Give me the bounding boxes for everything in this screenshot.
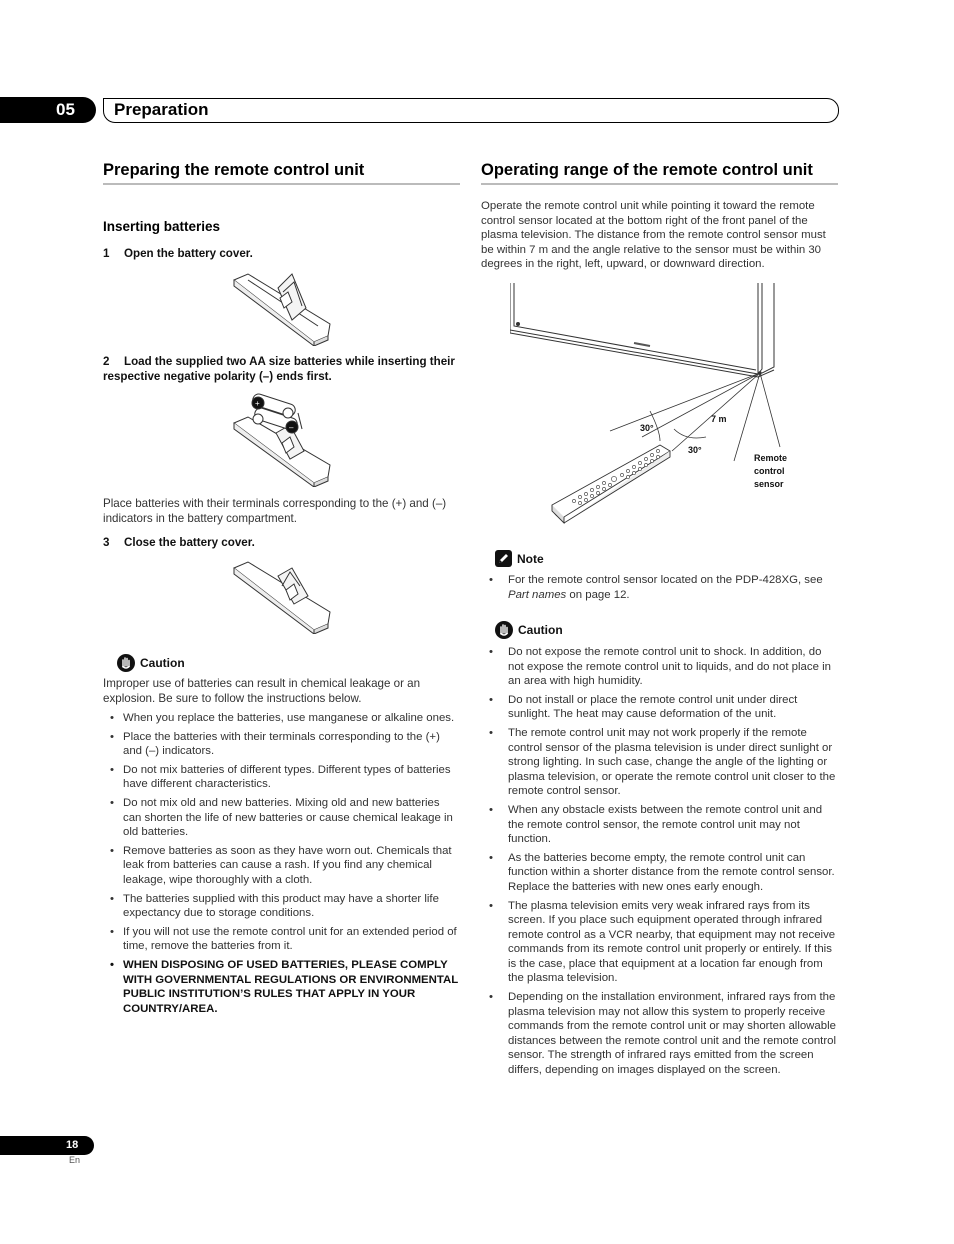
angle-label-lower: 30° [688,445,702,455]
chapter-title: Preparation [114,100,209,119]
left-section-rule [103,183,460,185]
remote-control-drawing [552,445,670,523]
list-item: • When you replace the batteries, use manganese or alkaline ones. [103,711,461,726]
list-item: • Place the batteries with their terminals corresponding to the (+) and (–) indicators. [103,730,461,759]
left-caution-list [103,711,461,1020]
step-1 [103,246,458,261]
step-2-text: Load the supplied two AA size batteries while inserting their respective negative polarity (–) ends first. [103,355,455,383]
note-text-start: For the remote control sensor located on the PDP-428XG, see [508,574,823,586]
caution-hand-icon [495,621,513,639]
page-number: 18 [66,1139,79,1151]
left-section-title: Preparing the remote control unit [103,161,365,179]
operating-range-diagram [510,283,810,533]
list-item: • When any obstacle exists between the remote control unit and the remote control sensor, the remote control unit may not function. [488,803,840,847]
distance-label: 7 m [711,414,727,424]
note-item [488,573,840,602]
chapter-number: 05 [56,100,75,119]
remote-load-batteries-illustration [228,393,334,487]
remote-close-cover-illustration [228,560,334,634]
note-heading [495,550,544,568]
sensor-label-line1: Remote [754,453,788,463]
step-1-number: 1 [103,247,110,260]
place-batteries-text: Place batteries with their terminals corresponding to the (+) and (–) indicators in the battery compartment. [103,497,447,525]
list-item: • Do not mix old and new batteries. Mixing old and new batteries can shorten the life of new batteries or cause chemical leakage in old batteries. [103,796,461,840]
svg-text:–: – [289,423,294,432]
sensor-label-line3: sensor [754,479,784,489]
right-caution-list [488,645,840,1082]
step-3-number: 3 [103,536,110,549]
step-3-text: Close the battery cover. [124,536,255,549]
step-1-text: Open the battery cover. [124,247,253,260]
part-names-reference: Part names [508,588,567,601]
list-item: • Do not expose the remote control unit to shock. In addition, do not expose the remote control unit to liquids, and do not place in an area with high humidity. [488,645,840,689]
right-caution-label: Caution [518,623,563,637]
step-2 [103,354,458,384]
left-caution-intro: Improper use of batteries can result in chemical leakage or an explosion. Be sure to follow the instructions below. [103,677,421,705]
note-list [488,573,840,606]
pencil-icon [495,550,512,567]
step-2-number: 2 [103,355,110,368]
subsection-title: Inserting batteries [103,219,221,234]
right-section-title: Operating range of the remote control unit [481,161,813,179]
step-3 [103,535,458,550]
svg-text:+: + [255,399,260,408]
page-language: En [69,1155,81,1165]
page-number-tab [0,1136,94,1155]
disposal-warning: • WHEN DISPOSING OF USED BATTERIES, PLEASE COMPLY WITH GOVERNMENTAL REGULATIONS OR ENVIRONMENTAL PUBLIC INSTITUTION’S RULES THAT APPLY IN YOUR COUNTRY/AREA. [103,958,461,1016]
list-item: • Remove batteries as soon as they have worn out. Chemicals that leak from batteries can cause a rash. If you find any chemical leakage, wipe thoroughly with a cloth. [103,844,461,888]
list-item: • The batteries supplied with this product may have a shorter life expectancy due to storage conditions. [103,892,461,921]
left-caution-label: Caution [140,656,185,670]
left-caution-heading [117,654,185,672]
note-label: Note [517,551,544,566]
list-item: • Depending on the installation environment, infrared rays from the plasma television may not allow this system to properly receive commands from the remote control unit or may shorten allowable distances between the remote control unit and the remote control sensor. The strength of infrared rays emitted from the screen differs, depending on images displayed on the screen. [488,990,840,1078]
angle-label-upper: 30° [640,423,654,433]
caution-hand-icon [117,654,135,672]
list-item: • If you will not use the remote control unit for an extended period of time, remove the batteries from it. [103,925,461,954]
list-item: • The plasma television emits very weak infrared rays from its screen. If you place such equipment operated through infrared remote control as a VCR nearby, that equipment may not receive commands from its remote control unit properly or entirely. If this is the case, place that equipment at a location far enough from the plasma television. [488,899,840,987]
right-section-rule [481,183,838,185]
list-item: • The remote control unit may not work properly if the remote control sensor of the plasma television is under direct sunlight or strong lighting. In such case, change the angle of the lighting or plasma television, or operate the remote control unit closer to the remote control sensor. [488,726,840,799]
operating-range-intro: Operate the remote control unit while pointing it toward the remote control sensor located at the bottom right of the front panel of the plasma television. The distance from the remote control sensor must be within 7 m and the angle relative to the sensor must be within 30 degrees in the right, left, upward, or downward direction. [481,200,826,271]
right-caution-heading [495,621,563,639]
remote-open-cover-illustration [228,268,334,346]
sensor-label-line2: control [754,466,785,476]
list-item: • As the batteries become empty, the remote control unit can function within a shorter distance from the remote control sensor. Replace the batteries with new ones early enough. [488,851,840,895]
list-item: • Do not mix batteries of different types. Different types of batteries have different characteristics. [103,763,461,792]
note-text-end: on page 12. [566,588,630,601]
chapter-title-bar [103,98,839,123]
list-item: • Do not install or place the remote control unit under direct sunlight. The heat may cause deformation of the unit. [488,693,840,722]
